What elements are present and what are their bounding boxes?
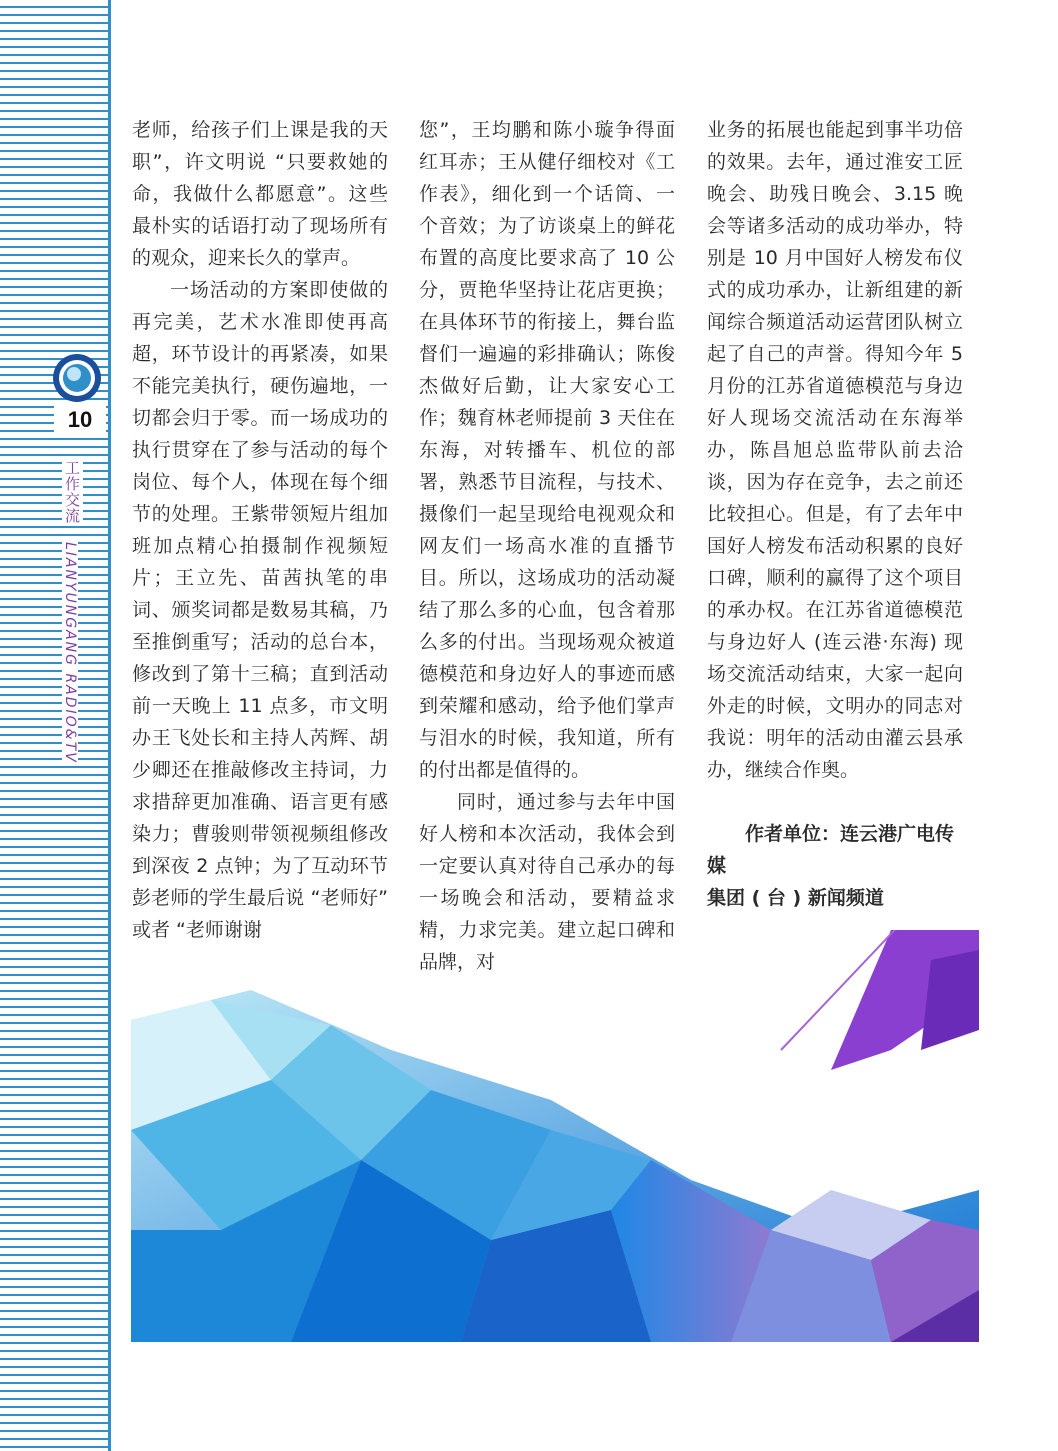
text-column-1 — [132, 114, 388, 946]
margin-rule — [108, 0, 111, 1451]
paragraph: 同时，通过参与去年中国好人榜和本次活动，我体会到一定要认真对待自己承办的每一场晚会和活动，要精益求精，力求完美。建立起口碑和品牌，对 — [419, 791, 675, 973]
paragraph: 一场活动的方案即使做的再完美，艺术水准即使再高超，环节设计的再紧凑，如果不能完美执行，硬伤遍地，一切都会归于零。而一场成功的执行贯穿在了参与活动的每个岗位、每个人，体现在每个细节的处理。王紫带领短片组加班加点精心拍摄制作视频短片；王立先、苗茜执笔的串词、颁奖词都是数易其稿，乃至推倒重写；活动的总台本，修改到了第十三稿；直到活动前一天晚上 11 点多，市文明办王飞处长和主持人芮辉、胡少卿还在推敲修改主持词，力求措辞更加准确、语言更有感染力；曹骏则带领视频组修改到深夜 2 点钟；为了互动环节彭老师的学生最后说 “老师好” 或者 “老师谢谢 — [132, 279, 388, 941]
text-column-3 — [707, 114, 963, 786]
paragraph: 老师，给孩子们上课是我的天职”，许文明说 “只要救她的命，我做什么都愿意”。这些最朴实的话语打动了现场所有的观众，迎来长久的掌声。 — [132, 119, 388, 269]
section-label: 工作交流 — [63, 460, 81, 524]
author-credit-line-1: 作者单位：连云港广电传媒 — [707, 823, 955, 877]
author-credit-line-2: 集团 ( 台 ) 新闻频道 — [707, 887, 884, 909]
text-column-2 — [419, 114, 675, 978]
left-striped-margin — [0, 0, 110, 1451]
polygon-background-graphic — [131, 930, 979, 1342]
paragraph: 您”，王均鹏和陈小璇争得面红耳赤；王从健仔细校对《工作表》，细化到一个话筒、一个音效；为了访谈桌上的鲜花布置的高度比要求高了 10 公分，贾艳华坚持让花店更换；在具体环节的衔接上，舞台监督们一遍遍的彩排确认；陈俊杰做好后勤，让大家安心工作；魏育林老师提前 3 天住在东海，对转播车、机位的部署，熟悉节目流程，与技术、摄像们一起呈现给电视观众和网友们一场高水准的直播节目。所以，这场成功的活动凝结了那么多的心血，包含着那么多的付出。当现场观众被道德模范和身边好人的事迹而感到荣耀和感动，给予他们掌声与泪水的时候，我知道，所有的付出都是值得的。 — [419, 119, 675, 781]
paragraph: 业务的拓展也能起到事半功倍的效果。去年，通过淮安工匠晚会、助残日晚会、3.15 晚会等诸多活动的成功举办，特别是 10 月中国好人榜发布仪式的成功承办，让新组建的新闻综合频道活动运营团队树立起了自己的声誉。得知今年 5 月份的江苏省道德模范与身边好人现场交流活动在东海举办，陈昌旭总监带队前去洽谈，因为存在竞争，去之前还比较担心。但是，有了去年中国好人榜发布活动积累的良好口碑，顺利的赢得了这个项目的承办权。在江苏省道德模范与身边好人 (连云港·东海) 现场交流活动结束，大家一起向外走的时候，文明办的同志对我说：明年的活动由灌云县承办，继续合作奥。 — [707, 119, 963, 781]
author-credit — [707, 818, 967, 914]
page-number: 10 — [54, 404, 106, 436]
magazine-name: LIANYUNGANG RADIO&TV — [62, 542, 78, 764]
